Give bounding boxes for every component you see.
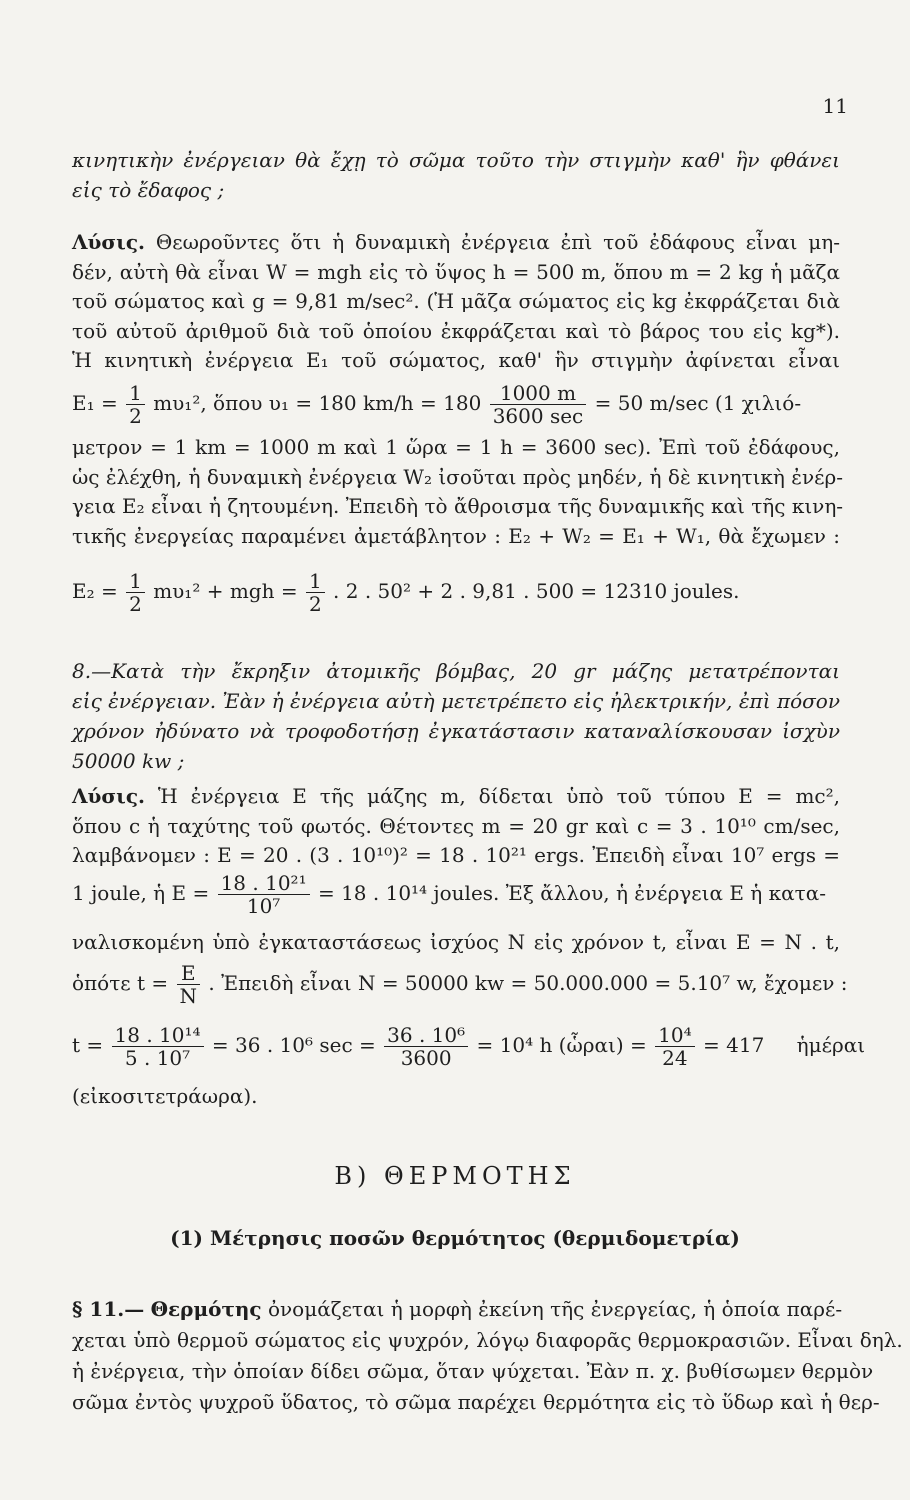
text-line: ὡς ἐλέχθη, ἡ δυναμικὴ ἐνέργεια W₂ ἰσοῦται πρὸς μηδέν, ἡ δὲ κινητικὴ ἐνέρ- [72, 464, 844, 489]
text-line: (εἰκοσιτετράωρα). [72, 1084, 258, 1108]
text-line: τοῦ αὐτοῦ ἀριθμοῦ διὰ τοῦ ὁποίου ἐκφράζεται καὶ τὸ βάρος του εἰς kg*). [72, 318, 840, 343]
solution-2-cont [72, 928, 840, 958]
text-line: χεται ὑπὸ θερμοῦ σώματος εἰς ψυχρόν, λόγῳ διαφορᾶς θερμοκρασιῶν. Εἶναι δηλ. [72, 1328, 903, 1352]
fraction [384, 1024, 468, 1069]
fraction-half [126, 570, 145, 615]
numerator: 1 [306, 570, 325, 593]
eq-part: 1 joule, ἡ E = [72, 881, 210, 905]
fraction [218, 872, 310, 917]
eq-part: = 10⁴ h (ὧραι) = [476, 1033, 647, 1057]
numerator: 1 [126, 570, 145, 593]
denominator: 2 [129, 404, 142, 428]
numerator: 18 . 10²¹ [218, 872, 310, 895]
solution-label: Λύσις. [72, 784, 145, 808]
problem-number: 8.— [72, 659, 112, 683]
denominator: 3600 [400, 1046, 452, 1070]
denominator: 5 . 10⁷ [124, 1046, 191, 1070]
solution-1-cont [72, 433, 844, 551]
text-line: εἰς ἐνέργειαν. Ἐὰν ἡ ἐνέργεια αὐτὴ μετετρέπετο εἰς ἠλεκτρικήν, ἐπὶ πόσον [72, 689, 840, 713]
text-line: τοῦ σώματος καὶ g = 9,81 m/sec². (Ἡ μᾶζα σώματος εἰς kg ἐκφράζεται διὰ [72, 289, 840, 313]
text-line [72, 228, 840, 258]
equation-kinetic-energy [72, 382, 842, 427]
fraction [655, 1024, 694, 1069]
text-line: ὅπου c ἡ ταχύτης τοῦ φωτός. Θέτοντες m = 20 gr καὶ c = 3 . 10¹⁰ cm/sec, [72, 813, 840, 838]
paragraph-term: Θερμότης [150, 1297, 262, 1321]
denominator: 3600 sec [492, 404, 584, 428]
text-line: λαμβάνομεν : E = 20 . (3 . 10¹⁰)² = 18 . 10²¹ ergs. Ἐπειδὴ εἶναι 10⁷ ergs = [72, 843, 840, 867]
eq-part: = 36 . 10⁶ sec = [211, 1033, 376, 1057]
denominator: 24 [662, 1046, 688, 1070]
eq-part: E₂ = [72, 579, 118, 603]
equation-time-def [72, 961, 848, 1008]
text-span: ὀνομάζεται ἡ μορφὴ ἐκείνη τῆς ἐνεργείας, ἡ ὁποία παρέ- [267, 1297, 843, 1321]
text-line: μετρον = 1 km = 1000 m καὶ 1 ὥρα = 1 h = 3600 sec). Ἐπὶ τοῦ ἐδάφους, [72, 435, 840, 459]
page-number: 11 [822, 94, 848, 118]
eq-part: = 18 . 10¹⁴ joules. Ἐξ ἄλλου, ἡ ἐνέργεια E ἡ κατα- [317, 881, 826, 905]
eq-part: . 2 . 50² + 2 . 9,81 . 500 = 12310 joules. [333, 579, 740, 603]
section-title: Β) ΘΕΡΜΟΤΗΣ [334, 1162, 576, 1190]
text-span: Ἡ ἐνέργεια E τῆς μάζης m, δίδεται ὑπὸ τοῦ τύπου E = mc², [157, 784, 840, 808]
denominator: 10⁷ [246, 894, 281, 918]
denominator: N [179, 984, 198, 1008]
text-line: ναλισκομένη ὑπὸ ἐγκαταστάσεως ἰσχύος N εἰς χρόνον t, εἶναι E = N . t, [72, 930, 840, 954]
numerator: 1 [126, 382, 145, 405]
text-line: τικῆς ἐνεργείας παραμένει ἀμετάβλητον : E₂ + W₂ = E₁ + W₁, θὰ ἔχωμεν : [72, 523, 840, 548]
fraction-half [126, 382, 145, 427]
eq-part: ἡμέραι [796, 1033, 866, 1057]
solution-label: Λύσις. [72, 230, 145, 254]
text-line [72, 656, 840, 686]
eq-part: mυ₁², ὅπου υ₁ = 180 km/h = 180 [153, 391, 482, 415]
numerator: E [177, 962, 201, 985]
text-line: Ἡ κινητικὴ ἐνέργεια E₁ τοῦ σώματος, καθ' ἣν στιγμὴν ἀφίνεται εἶναι [72, 348, 840, 372]
text-line: 50000 kw ; [72, 749, 185, 773]
equation-final-energy [72, 570, 842, 615]
problem-7-tail [72, 146, 840, 205]
paragraph-number: § 11.— [72, 1297, 145, 1321]
subsection-title: (1) Μέτρησις ποσῶν θερμότητος (θερμιδομετρία) [170, 1226, 740, 1250]
text-line [72, 1294, 843, 1325]
text-line: σῶμα ἐντὸς ψυχροῦ ὕδατος, τὸ σῶμα παρέχει θερμότητα εἰς τὸ ὕδωρ καὶ ἡ θερ- [72, 1390, 880, 1414]
numerator: 10⁴ [655, 1024, 694, 1047]
text-line: δέν, αὐτὴ θὰ εἶναι W = mgh εἰς τὸ ὕψος h = 500 m, ὅπου m = 2 kg ἡ μᾶζα [72, 259, 840, 284]
eq-part: mυ₁² + mgh = [153, 579, 298, 603]
eq-part: = 50 m/sec (1 χιλιό- [594, 391, 802, 415]
numerator: 1000 m [490, 382, 587, 405]
fraction [177, 962, 201, 1007]
solution-1 [72, 228, 840, 376]
text-span: Θεωροῦντες ὅτι ἡ δυναμικὴ ἐνέργεια ἐπὶ τοῦ ἐδάφους εἶναι μη- [155, 230, 840, 254]
eq-part: ὁπότε t = [72, 971, 169, 995]
text-line: κινητικὴν ἐνέργειαν θὰ ἔχῃ τὸ σῶμα τοῦτο τὴν στιγμὴν καθ' ἣν φθάνει [72, 148, 840, 172]
numerator: 36 . 10⁶ [384, 1024, 468, 1047]
text-span: Κατὰ τὴν ἔκρηξιν ἀτομικῆς βόμβας, 20 gr μάζης μετατρέπονται [111, 659, 840, 683]
eq-part: = 417 [703, 1033, 765, 1057]
text-line: εἰς τὸ ἔδαφος ; [72, 177, 225, 202]
problem-8 [72, 656, 840, 776]
fraction-half [306, 570, 325, 615]
numerator: 18 . 10¹⁴ [112, 1024, 204, 1047]
equation-energy-joules [72, 872, 842, 917]
text-line: ἡ ἐνέργεια, τὴν ὁποίαν δίδει σῶμα, ὅταν ψύχεται. Ἐὰν π. χ. βυθίσωμεν θερμὸν [72, 1359, 874, 1383]
eq-part: E₁ = [72, 391, 118, 415]
eq-part: t = [72, 1033, 104, 1057]
text-line: γεια E₂ εἶναι ἡ ζητουμένη. Ἐπειδὴ τὸ ἄθροισμα τῆς δυναμικῆς καὶ τῆς κινη- [72, 494, 844, 518]
eq-part: . Ἐπειδὴ εἶναι N = 50000 kw = 50.000.000 = 5.10⁷ w, ἔχομεν : [208, 971, 848, 995]
fraction-speed [490, 382, 587, 427]
text-line: χρόνον ἠδύνατο νὰ τροφοδοτήσῃ ἐγκατάστασιν καταναλίσκουσαν ἰσχὺν [72, 719, 840, 743]
denominator: 2 [129, 592, 142, 616]
equation-time-result [72, 1023, 866, 1070]
fraction [112, 1024, 204, 1069]
paragraph-11 [72, 1294, 903, 1418]
denominator: 2 [308, 592, 322, 616]
solution-2 [72, 782, 840, 871]
solution-2-end [72, 1082, 840, 1112]
text-line [72, 782, 840, 812]
